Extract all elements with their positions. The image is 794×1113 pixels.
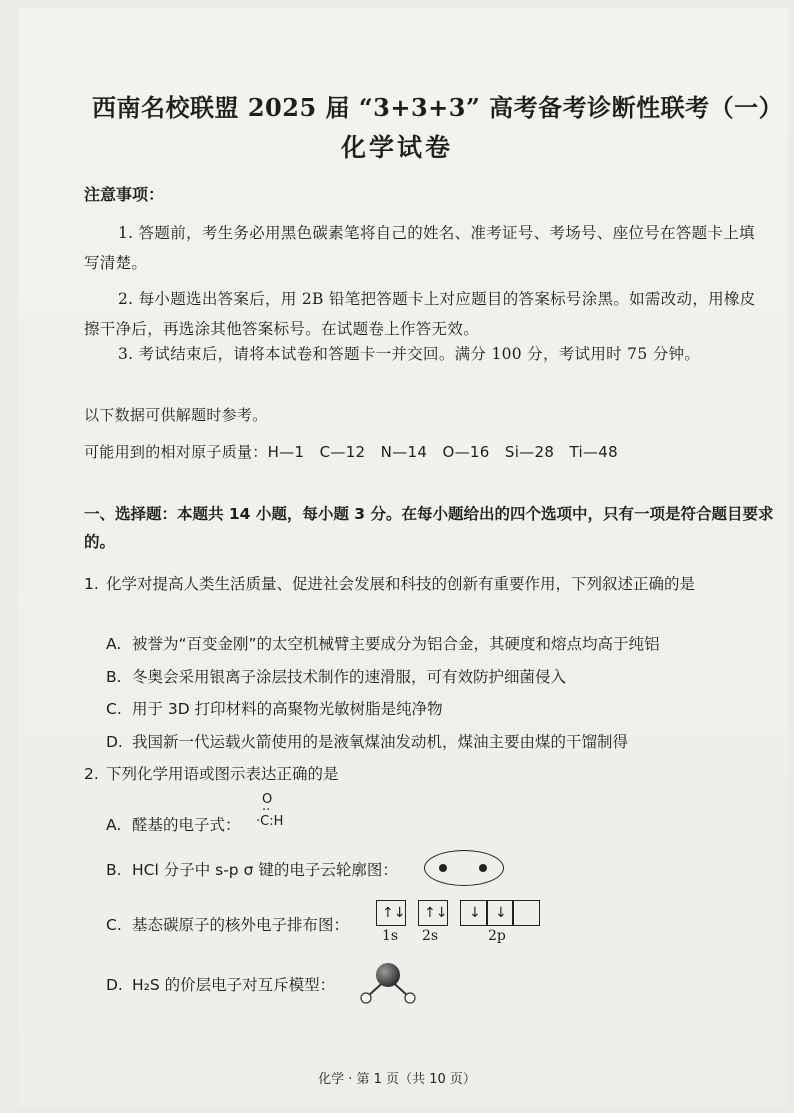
s-p-sigma-cloud-diagram [424, 850, 504, 886]
orbital-label-1s: 1s [382, 928, 399, 944]
section-heading: 一、选择题：本题共 14 小题，每小题 3 分。在每小题给出的四个选项中，只有一项是符合题目要求的。 [84, 505, 774, 551]
option-text: 用于 3D 打印材料的高聚物光敏树脂是纯净物 [132, 700, 443, 718]
notice-item-2: 2. 每小题选出答案后，用 2B 铅笔把答题卡上对应题目的答案标号涂黑。如需改动，用橡皮擦干净后，再选涂其他答案标号。在试题卷上作答无效。 [84, 290, 756, 338]
orbital-arrow-2p-1: ↓ [469, 905, 481, 921]
option-text: 我国新一代运载火箭使用的是液氧煤油发动机，煤油主要由煤的干馏制得 [132, 733, 629, 751]
option-letter: C. [106, 916, 122, 934]
orbital-arrows-2s: ↑↓ [424, 905, 448, 921]
vsepr-model-diagram [356, 960, 420, 1006]
orbital-diagram [376, 900, 546, 950]
reference-note: 以下数据可供解题时参考。 [84, 406, 268, 424]
exam-title: 西南名校联盟 2025 届 “3+3+3” 高考备考诊断性联考（一） [92, 93, 784, 122]
option-letter: A. [106, 816, 122, 834]
notice-item-1: 1. 答题前，考生务必用黑色碳素笔将自己的姓名、准考证号、考场号、座位号在答题卡上填写清楚。 [84, 224, 755, 272]
orbital-label-2p: 2p [488, 928, 506, 944]
question-2-stem: 下列化学用语或图示表达正确的是 [106, 765, 339, 783]
hydrogen-atom-left [361, 993, 371, 1003]
question-2 [84, 762, 339, 784]
option-letter: C. [106, 700, 122, 718]
hydrogen-atom-right [405, 993, 415, 1003]
option-text: 醛基的电子式： [132, 816, 241, 834]
orbital-arrows-1s: ↑↓ [382, 905, 406, 921]
notice-item-3: 3. 考试结束后，请将本试卷和答题卡一并交回。满分 100 分，考试用时 75 分钟。 [118, 345, 701, 363]
question-2-number: 2. [84, 765, 99, 783]
option-text: 被誉为“百变金刚”的太空机械臂主要成分为铝合金，其硬度和熔点均高于纯铝 [132, 635, 660, 653]
option-letter: B. [106, 861, 122, 879]
orbital-box-2s [418, 900, 448, 926]
option-letter: D. [106, 733, 123, 751]
sulfur-atom [376, 963, 400, 987]
question-1-number: 1. [84, 575, 99, 593]
option-text: 基态碳原子的核外电子排布图： [132, 916, 350, 934]
option-text: H₂S 的价层电子对互斥模型： [132, 976, 336, 994]
option-text: 冬奥会采用银离子涂层技术制作的速滑服，可有效防护细菌侵入 [132, 668, 567, 686]
orbital-label-2s: 2s [422, 928, 439, 944]
q2-option-c [106, 913, 349, 935]
q1-option-c [106, 697, 443, 719]
nucleus-cl-dot [479, 864, 487, 872]
q1-option-d [106, 730, 628, 752]
electron-formula-carbon: ·C:H [256, 814, 284, 829]
orbital-box-2p-1 [460, 900, 488, 926]
q2-option-d [106, 973, 335, 995]
electron-formula-dots: ·· [262, 803, 271, 818]
option-letter: D. [106, 976, 123, 994]
orbital-arrow-2p-2: ↓ [495, 905, 507, 921]
exam-subtitle: 化学试卷 [340, 133, 453, 162]
option-letter: A. [106, 635, 122, 653]
page-footer: 化学 · 第 1 页（共 10 页） [318, 1072, 476, 1087]
orbital-box-2p-2 [486, 900, 514, 926]
electron-formula-oxygen: O [262, 792, 273, 807]
question-1-stem: 化学对提高人类生活质量、促进社会发展和科技的创新有重要作用，下列叙述正确的是 [106, 575, 696, 593]
question-1 [84, 570, 774, 598]
q1-option-a [106, 632, 660, 654]
q2-option-a [106, 813, 241, 835]
orbital-box-1s [376, 900, 406, 926]
q1-option-b [106, 665, 566, 687]
atomic-mass-list: 可能用到的相对原子质量：H—1 C—12 N—14 O—16 Si—28 Ti—48 [84, 443, 618, 461]
q2-option-b [106, 858, 398, 880]
orbital-box-2p-3 [512, 900, 540, 926]
aldehyde-electron-formula [256, 793, 283, 829]
option-text: HCl 分子中 s-p σ 键的电子云轮廓图： [132, 861, 398, 879]
option-letter: B. [106, 668, 122, 686]
nucleus-h-dot [439, 864, 447, 872]
notice-heading: 注意事项： [84, 185, 165, 204]
